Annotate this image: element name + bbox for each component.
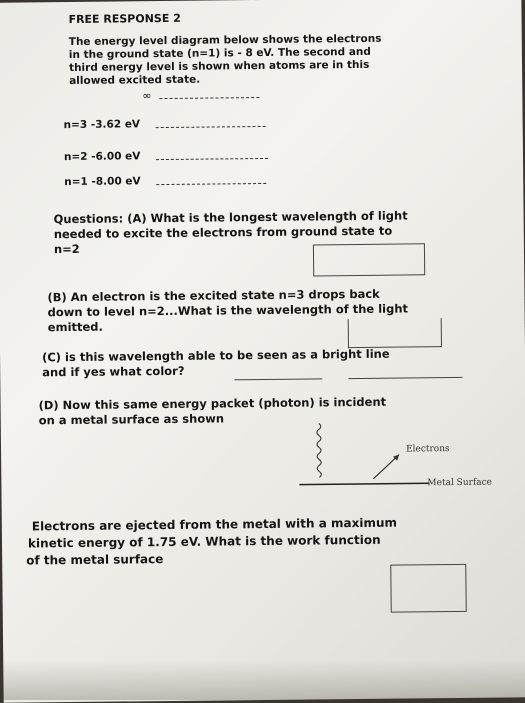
question-b-line-2: down to level n=2...What is the wavelength of the light [47,301,409,320]
metal-surface-line [299,483,429,484]
question-d-line-2: on a metal surface as shown [38,411,225,428]
bottom-shadow [0,660,525,700]
answer-line-c-2[interactable] [348,377,462,379]
question-c-line-1: (C) is this wavelength able to be seen as a bright line [41,346,390,365]
level-n2-label: n=2 -6.00 eV [63,150,141,164]
intro-line-1: The energy level diagram below shows the electrons [68,32,382,49]
question-a-line-1: Questions: (A) What is the longest wavelength of light [53,208,408,227]
level-n3-line [156,126,266,128]
intro-line-4: allowed excited state. [69,73,201,88]
final-question-line-2: kinetic energy of 1.75 eV. What is the work function [27,532,381,551]
question-c-line-2: and if yes what color? [42,363,185,380]
page-title: FREE RESPONSE 2 [68,11,181,27]
infinity-level-line [159,97,259,99]
level-n1-label: n=1 -8.00 eV [64,175,141,189]
level-n1-line [156,183,266,185]
question-d-line-1: (D) Now this same energy packet (photon) is incident [38,394,387,413]
answer-box-final[interactable] [390,564,466,613]
question-b-line-1: (B) An electron is the excited state n=3 drops back [47,286,380,305]
level-n3-label: n=3 -3.62 eV [63,118,141,132]
intro-line-2: in the ground state (n=1) is - 8 eV. The second and [68,45,371,62]
final-question-line-3: of the metal surface [26,552,164,568]
answer-box-b[interactable] [348,318,442,348]
question-a-line-3: n=2 [53,241,80,257]
infinity-level-label: ∞ [142,89,152,103]
answer-box-a[interactable] [313,243,425,276]
electrons-label: Electrons [405,444,450,455]
incident-photon-wave [317,423,322,477]
photoelectric-figure [251,410,492,503]
question-b-line-3: emitted. [47,319,103,335]
metal-surface-label: Metal Surface [427,477,493,489]
answer-line-c-1[interactable] [234,378,322,380]
level-n2-line [156,158,268,160]
question-a-line-2: needed to excite the electrons from ground state to [53,223,393,242]
final-question-line-1: Electrons are ejected from the metal with a maximum [31,515,398,534]
intro-line-3: third energy level is shown when atoms are in this [68,58,370,75]
